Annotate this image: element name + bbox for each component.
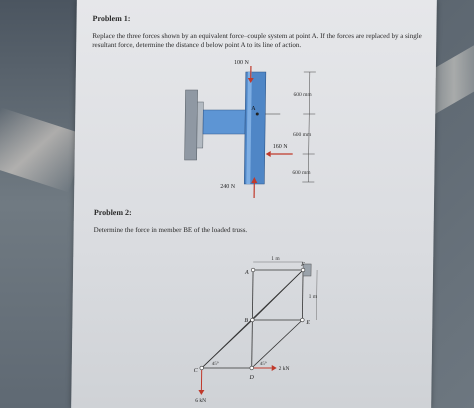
load-6kn-head [198,390,204,395]
node-a [251,268,255,272]
point-a-label: A [251,106,256,112]
label-e: E [306,320,311,326]
wall-plate [185,90,198,160]
mount-flange [197,102,204,148]
angle-right: 45° [259,362,267,367]
monitor-bezel [0,0,80,408]
dimension-line [308,72,310,182]
problem2-text: Determine the force in member BE of the loaded truss. [93,226,248,234]
horizontal-arm [203,110,245,134]
force-100-label: 100 N [233,60,249,66]
member-fe [302,270,303,320]
label-f: F [301,262,305,268]
dim-top-label: 1 m [271,256,280,262]
node-c [200,366,204,370]
node-b [251,318,255,322]
load-6kn-label: 6 kN [195,398,207,404]
force-160-head [266,151,271,157]
label-d: D [249,375,254,381]
node-d [250,366,254,370]
problem2-heading: Problem 2: [93,208,132,217]
problem1-figure [73,52,436,252]
label-b: B [244,318,249,324]
dim2-label: 600 mm [292,132,312,138]
load-2kn-label: 2 kN [278,366,290,372]
angle-left: 45° [211,362,219,367]
dim3-label: 600 mm [292,170,311,176]
load-2kn-head [272,365,277,371]
label-a: A [244,270,249,276]
force-240-label: 240 N [220,184,236,190]
problem1-text: Replace the three forces shown by an equivalent force–couple system at point A. If the forces are replaced by a single resultant force, determine the distance d below point A to its line of action. [92,32,422,49]
truss-figure [71,248,433,408]
label-c: C [193,368,198,374]
document-page [71,0,437,408]
dim1-label: 600 mm [293,92,312,98]
problem1-heading: Problem 1: [92,14,131,23]
force-160-label: 160 N [272,144,288,150]
member-de [252,320,303,368]
dim-side-label: 1 m [308,294,318,300]
node-e [301,318,305,322]
node-f [301,268,305,272]
